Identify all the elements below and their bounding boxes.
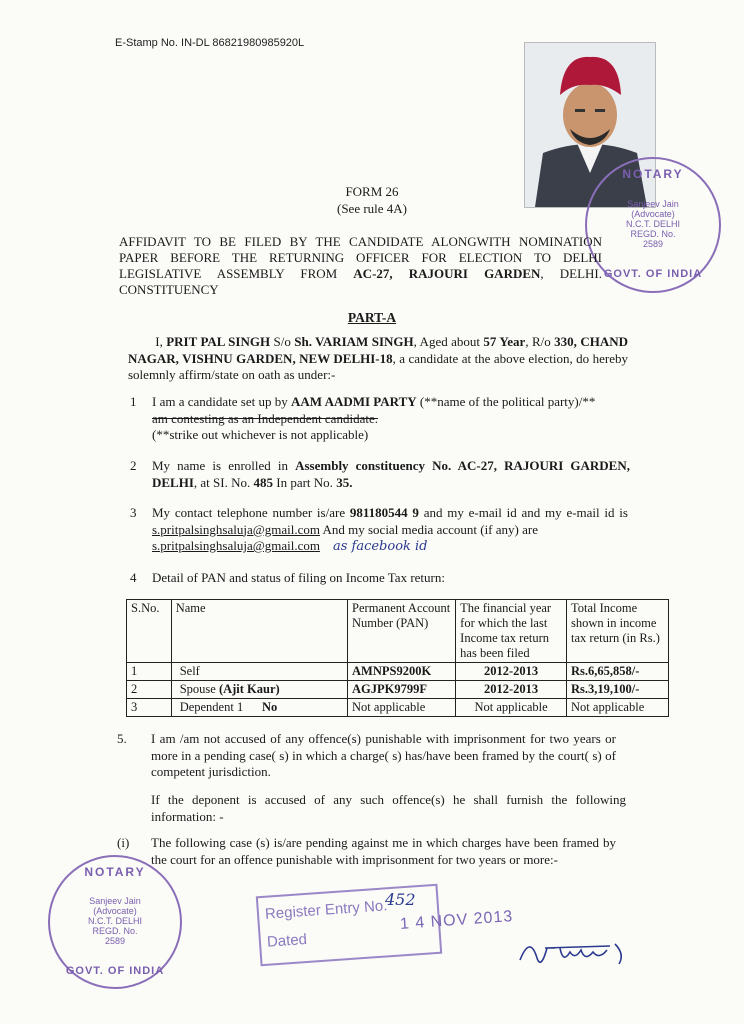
item-number: 2 bbox=[130, 458, 137, 473]
item-number: 3 bbox=[130, 505, 137, 520]
affidavit-text-a: AFFIDAVIT TO BE FILED BY THE CANDIDATE ALONGWITH NOMINATION PAPER BEFORE THE RETURNING OFFICER FOR ELECTION TO DELHI LEGISLATIVE ASSEMBLY FROM bbox=[119, 234, 602, 281]
item-3-text: and my e-mail id and my e-mail id is bbox=[418, 505, 628, 520]
date-stamp: 1 4 NOV 2013 bbox=[399, 908, 514, 933]
notary-seal-bottom-label: GOVT. OF INDIA bbox=[603, 268, 703, 281]
form-heading bbox=[0, 183, 744, 217]
father-name: Sh. VARIAM SINGH bbox=[294, 334, 414, 349]
estamp-number: E-Stamp No. IN-DL 86821980985920L bbox=[115, 37, 305, 49]
notary-seal-role: (Advocate) bbox=[631, 208, 675, 219]
affidavit-constituency: AC-27, RAJOURI GARDEN bbox=[353, 266, 541, 281]
income-cell: Rs.3,19,100/- bbox=[567, 681, 669, 699]
header-cell: Name bbox=[171, 600, 347, 663]
struck-text: am contesting as an Independent candidate. bbox=[152, 410, 378, 426]
pan-cell: AGJPK9799F bbox=[348, 681, 456, 699]
form-title: FORM 26 bbox=[345, 184, 399, 199]
notary-seal-top-label: NOTARY bbox=[84, 864, 146, 879]
intro-text: S/o bbox=[270, 334, 295, 349]
name-bold: No bbox=[261, 700, 278, 714]
item-4-text: Detail of PAN and status of filing on Income Tax return: bbox=[152, 570, 445, 585]
item-1-note: (**strike out whichever is not applicable) bbox=[152, 427, 369, 442]
name-text: Dependent 1 bbox=[179, 700, 244, 714]
item-2-text: My name is enrolled in bbox=[152, 458, 296, 473]
income-cell: Rs.6,65,858/- bbox=[567, 663, 669, 681]
name-text: Spouse bbox=[179, 682, 219, 696]
handwritten-note: as facebook id bbox=[332, 539, 428, 554]
constituency: Assembly constituency No. AC-27, RAJOURI GARDEN, DELHI bbox=[152, 458, 630, 490]
item-2-text: In part No. bbox=[273, 474, 337, 490]
affidavit-text-c: , DELHI. CONSTITUENCY bbox=[119, 266, 602, 297]
item-3 bbox=[152, 505, 628, 556]
item-number: 5. bbox=[117, 731, 127, 746]
header-cell: S.No. bbox=[127, 600, 172, 663]
pan-cell: AMNPS9200K bbox=[348, 663, 456, 681]
notary-seal-bottom bbox=[48, 855, 182, 989]
notary-seal-no: 2589 bbox=[642, 238, 663, 249]
item-5-text-2: If the deponent is accused of any such offence(s) he shall furnish the following information: - bbox=[151, 792, 626, 824]
phone-number: 981180544 9 bbox=[349, 505, 419, 520]
party-name: AAM AADMI PARTY bbox=[290, 394, 417, 409]
income-cell: Not applicable bbox=[567, 699, 669, 717]
email-link[interactable]: s.pritpalsinghsaluja@gmail.com bbox=[152, 521, 320, 537]
notary-seal-role: (Advocate) bbox=[93, 906, 137, 916]
notary-seal-regd: REGD. No. bbox=[92, 926, 138, 936]
notary-seal-place: N.C.T. DELHI bbox=[625, 218, 680, 229]
intro-text: , Aged about bbox=[413, 334, 484, 349]
name-bold: (Ajit Kaur) bbox=[218, 682, 280, 696]
notary-seal-top-label: NOTARY bbox=[622, 166, 684, 181]
name-text: Self bbox=[179, 664, 200, 678]
pan-table bbox=[126, 599, 669, 717]
sub-item-text: The following case (s) is/are pending against me in which charges have been framed by the court for an offence punishable with imprisonment for two years or more:- bbox=[151, 835, 616, 867]
notary-seal-no: 2589 bbox=[104, 936, 125, 946]
item-number: 1 bbox=[130, 394, 137, 409]
form-subtitle: (See rule 4A) bbox=[336, 201, 408, 216]
item-2-text: , at SI. No. bbox=[193, 474, 254, 490]
year-cell: Not applicable bbox=[456, 699, 567, 717]
table-row bbox=[127, 663, 669, 681]
notary-seal-name: Sanjeev Jain bbox=[627, 198, 679, 209]
intro-text: , R/o bbox=[525, 334, 555, 349]
intro-text: I, bbox=[155, 334, 167, 349]
candidate-name: PRIT PAL SINGH bbox=[166, 334, 271, 349]
intro-paragraph bbox=[128, 334, 628, 384]
serial-number: 485 bbox=[253, 474, 273, 490]
item-5-text: I am /am not accused of any offence(s) punishable with imprisonment for two years or more in a pending case( s) in which a charge( s) has/have been framed by the court( s) of competent jurisdiction. bbox=[151, 731, 616, 779]
item-2 bbox=[152, 458, 630, 491]
table-row bbox=[127, 699, 669, 717]
candidate-address: 330, CHAND NAGAR, VISHNU GARDEN, NEW DELHI-18 bbox=[128, 334, 628, 366]
year-cell: 2012-2013 bbox=[456, 681, 567, 699]
sno-cell: 2 bbox=[127, 681, 172, 699]
register-dated-label: Dated bbox=[266, 930, 308, 951]
item-3-text: My contact telephone number is/are bbox=[152, 505, 350, 520]
sub-item-number: (i) bbox=[117, 835, 130, 850]
register-entry-number: 452 bbox=[385, 890, 416, 909]
social-media-link[interactable]: s.pritpalsinghsaluja@gmail.com bbox=[152, 538, 320, 553]
notary-seal-regd: REGD. No. bbox=[630, 228, 676, 239]
pan-cell: Not applicable bbox=[348, 699, 456, 717]
item-1 bbox=[152, 394, 632, 444]
pan-table-header bbox=[127, 600, 669, 663]
sno-cell: 1 bbox=[127, 663, 172, 681]
notary-seal-top bbox=[585, 157, 721, 293]
part-number: 35. bbox=[336, 474, 353, 490]
header-cell: The financial year for which the last Income tax return has been filed bbox=[456, 600, 567, 663]
item-number: 4 bbox=[130, 570, 137, 585]
affidavit-title bbox=[119, 234, 602, 298]
sno-cell: 3 bbox=[127, 699, 172, 717]
part-heading: PART-A bbox=[347, 310, 397, 325]
candidate-age: 57 Year bbox=[483, 334, 526, 349]
name-cell bbox=[171, 681, 347, 699]
table-row bbox=[127, 681, 669, 699]
register-entry-label: Register Entry No. bbox=[264, 897, 388, 923]
notary-seal-bottom-label: GOVT. OF INDIA bbox=[65, 964, 165, 977]
name-cell bbox=[171, 699, 347, 717]
notary-seal-name: Sanjeev Jain bbox=[89, 896, 141, 906]
item-1-text: (**name of the political party)/** bbox=[416, 394, 596, 409]
notary-seal-place: N.C.T. DELHI bbox=[87, 916, 142, 926]
item-3-text: And my social media account (if any) are bbox=[319, 521, 538, 537]
intro-text: , a candidate at the above election, do hereby solemnly affirm/state on oath as under:- bbox=[128, 350, 628, 382]
item-1-text: I am a candidate set up by bbox=[152, 394, 291, 409]
header-cell: Permanent Account Number (PAN) bbox=[348, 600, 456, 663]
year-cell: 2012-2013 bbox=[456, 663, 567, 681]
signature bbox=[515, 930, 635, 975]
header-cell: Total Income shown in income tax return (in Rs.) bbox=[567, 600, 669, 663]
name-cell bbox=[171, 663, 347, 681]
